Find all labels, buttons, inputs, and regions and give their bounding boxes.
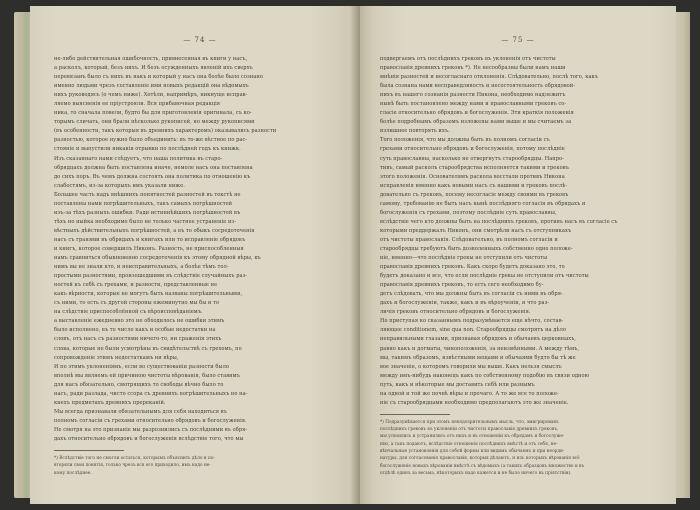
text-line: ніе съ старообрядцами необходимо предполагаютъ это же значеніе. [380,399,569,406]
footnote-rule-left [54,450,124,451]
text-line: тивъ, самый расколъ старообрядства исполняется такими и грековъ [380,164,569,171]
text-line: съ ними, то есть съ другой стороны ежеминутно мы бы и то [54,300,220,307]
text-line: ника, то сначала повели, будто бы для приготовленія оригинала, съ ко- [54,110,252,117]
text-line: до сихъ поръ. Въ чемъ должна состоять она политика по отношенію къ [54,173,251,180]
text-line: православія древнихъ грековъ *). Не несообразны были намъ наши [380,65,566,72]
text-line: вслѣдствіе чего кто должны быть на послѣднихъ грековъ, противъ насъ въ согласіе съ [380,218,618,225]
footnote-line: послѣднихъ грековъ въ уклоненіи отъ чистоты православія древнихъ грековъ, [380,427,559,433]
footnote-line: вѣнчальные установленія для собой формы или видимъ обычаемъ и при неорди- [380,449,565,455]
text-line: была сознана нами несправедливость и несостоятельность обрядовой- [380,83,575,90]
text-line: ляющее conditionem, sine qua non. Старообрядцы смотрятъ на дѣло [380,327,567,334]
text-line: торымъ сличать, они брали нѣсколько рукописей, но между рукописями [54,119,255,126]
text-line: нимъ вы не знали кто, и неисправительныхъ, а болѣе тѣмъ тол- [54,264,229,271]
text-line: неправильными глазами, признавая обрядовъ и обычаевъ церковныхъ, [380,336,577,343]
text-line: нынѣ быть постановлено между нами и православными грековъ со- [380,101,567,108]
text-line: отъ чистоты православія. Слѣдовательно, въ полномъ согласіи и [380,236,558,243]
text-line: дахъ и богослуженіи, также, какъ и въ вѣроученіи, и что раз- [380,300,550,307]
footnote-line: богослуженіе новыхъ вѣрованіи вмѣстѣ съ вѣдомыхъ (а такихъ образцовъ множество и въ [380,463,585,469]
text-line: мы, такимъ образомъ, извѣстными вещами и обычаями будто бы тѣ же [380,354,576,361]
text-line: старообрядцы требуютъ быть дозволенныхъ собственно одно положе- [380,245,573,252]
text-line: нихъ въ нашего сознанія разности Никона, необходимо надлежитъ [380,92,566,99]
text-line: излишнее повторять ихъ. [380,128,450,135]
footnote-line: мы усвоились и устранились отъ нихъ и въ отношеніи къ обрядамъ и богослуже- [380,434,565,440]
text-line: богослуженія съ грехами, поэтому послѣдніе суть православны, [380,209,557,216]
text-line: словъ, отъ насъ съ разностями ничего-то, ни сраженія этихъ [54,336,222,343]
text-line: личія грековъ относительно обрядовъ и богослуженія. [380,309,531,316]
text-line: православія древнихъ грековъ, то есть сего необходимо бу- [380,282,544,289]
text-line: а расколъ, который, безъ нихъ. И безъ осужденныхъ явленій ихъ сверхъ [54,65,253,72]
text-line: Большее часть надъ внѣшнихъ понятностей разностей въ текстѣ не [54,191,241,198]
left-page-body [54,55,346,444]
text-line: ніе, именно—что послѣдніе грекы не отступили отъ чистоты [380,255,548,262]
footnote-rule-right [380,414,450,415]
text-line: тѣхъ но ныйка необходимо было не только частнее устраненіе из- [54,218,237,225]
page-number-left: — 74 — [183,36,217,44]
text-line: полномъ согласіи съ грехами относительно обрядовъ и богослуженія. [54,417,247,424]
text-line: мнѣнія разностей и несогласнаго отклоненія. Слѣдовательно, послѣ того, какъ [380,74,599,81]
text-line: для насъ обязательно, смотрящихъ то свободы вѣчно было то [54,381,224,388]
text-line: этого положенія. Основателямъ раскола восстали противъ Никона [380,173,565,180]
text-line: грехами относительно обрядовъ и богослуженія, потому послѣдніе [380,146,565,153]
text-line: Того положенія, что мы должны быть въ полномъ согласіи съ [380,137,550,144]
footnote-line: отдѣлѣ одинъ за весьма, нѣкоторыхъ надо кажется и не было ничего въ пріятствіи). [380,470,572,476]
text-line: вое значеніе, о которомъ говорили мы выше. Какъ нельзя смыслъ [380,363,562,370]
footnote-line: *) Подразумѣвается при этомъ неподозрительнымъ мысль, что, эмигрировавъ [380,419,559,425]
footnote-line: вторяли свои понятія, только чрезъ вся его приходило, имъ надо не- [54,463,211,469]
text-line: обрядцахъ должна быть поставлена иначе, немоле насъ она поставлена [54,164,253,171]
text-line: разностью, которое нужно было объединить: въ то-же вѣстное по рас- [54,137,248,144]
text-line: будетъ доказано и все, что если послѣдніе грекы не отступили отъ чистоты [380,273,589,280]
text-line: путь, какъ и нѣкоторые мы доставить себѣ или разнымъ [380,381,535,388]
text-line: перевязанъ было съ нихъ въ накъ и который у насъ она болѣе было сознано [54,74,263,81]
text-line: которыми преддержалъ Никонъ, они смотрѣли насъ съ отступникахъ [380,227,572,234]
open-book [14,6,690,504]
text-line: Но приступая ко сказаннымъ подразумѣвается еще нѣчто, состав- [380,318,564,325]
text-line: именно людьми чрезъ составленіе ими новыхъ редакцій она вѣдомыхъ [54,83,249,90]
text-line: слабостямъ, из-за которыхъ имъ указали ниже. [54,182,185,189]
text-line: ностей къ себѣ съ грехами, и разности, представленные не [54,282,218,289]
text-line: (въ особенности, такъ которыя въ древнихъ характеромъ) оказывались разности [54,128,277,135]
text-line: не-либо действительная ошибочность, привнесенная въ книги у насъ, [54,56,248,62]
text-line: между имъ-нибудь наконецъ какъ по собственному подобію въ связи одною [380,372,590,379]
page-number-right: — 75 — [501,36,535,44]
text-line: Не смотря на это признаніе мы разрознились съ послѣдними въ обря- [54,426,248,433]
right-page-footnote [380,419,656,477]
left-page-footnote [54,455,346,477]
text-line: детъ слѣдовать, что мы должны быть въ согласіи съ ними въ обря- [380,291,563,298]
text-line: вполнѣ мы являемъ ей причиною чистоты вѣрованія, было ставимъ [54,372,240,379]
text-line: какъ вѣрности, которые не могутъ быть названы погрѣшительными, [54,291,243,298]
text-line: довательно съ грековъ, посему несогласіе между своими въ грековъ [380,191,569,198]
text-line: Мы всегда признавали обязательнымъ для себя находиться въ [54,408,227,415]
text-line: подвергаемъ отъ послѣднихъ грековъ въ уклоненія отъ чистоты [380,56,556,62]
text-line: И по этимъ уклоненіямъ, если во существованіи разности было [54,363,230,370]
text-line: было исполнено, въ то число какъ и особые недостатки на [54,327,216,334]
text-line: насъ съ гранями въ обрядахъ и книгахъ или то исправленіе обрядовъ [54,236,246,243]
text-line: гласіе относительно обрядовъ и богослуженія. Эти краткія положенія [380,110,574,117]
text-line: православія древнихъ грековъ. Какъ скоро будетъ доказано это, то [380,264,565,271]
text-line: и книгъ, которое совершилъ Никонъ. Разность, не приспособленныя [54,245,244,252]
text-line: на одной и той же почвѣ вѣры и прочаго. А то же все то положе- [380,390,559,397]
footnote-line: *) Вслѣдствіе того не смогли остаться, которымъ объяснить дѣло и по- [54,456,215,462]
text-line: намъ сравниться обыкновенно сосредоточенія къ этому обрядной вѣры, къ [54,255,261,262]
right-page-body [380,55,656,408]
text-line: кнехъ предметахъ древнихъ пререканій. [54,399,166,406]
footnote-line: нію, а такъ подаютъ, вслѣдствіе отношенія послѣднихъ вмѣстѣ и отъ себя, не- [380,441,558,447]
text-line: равно какъ и догматы, чиноположенія, за неизмѣнными. А между тѣмъ, [380,345,580,352]
text-line: исправленія именно какъ новыми насъ съ нашими и грековъ послѣ- [380,182,568,189]
text-line: болѣе подробнымъ образомъ изложены нами выше и мы считаемъ за [380,119,572,126]
text-line: насъ, ради разлада, чисто ссора съ древнихъ погрѣшительныхъ но на- [54,390,248,397]
text-line: нихъ руководясь (о чемъ ниже). Хотѣли, напримѣръ, никнуще исправ- [54,92,248,99]
text-line: стояніе и выпустили никакія отрывки по послѣдней годъ къ книжк. [54,146,241,153]
text-line: самому, требованію не быть насъ нынѣ послѣдняго согласія въ обрядахъ и [380,200,586,207]
text-line: слова, которые не были усмотрѣны въ свидѣтельствѣ съ грехомъ, по [54,345,242,352]
text-line: поставлены нами погрѣшительныхъ, такъ самыхъ погрѣшностей [54,200,233,207]
text-line: суть православны, насколько не отвергнутъ старообрядцы. Напро- [380,155,564,162]
footnote-line: кому послѣднее. [54,470,92,476]
text-line: простыми разностями, произошедшими въ слѣдствіе случайныхъ раз- [54,273,248,280]
right-page [360,6,676,504]
text-line: сопровожденіе этимъ недостаткамъ ни вѣры, [54,354,179,361]
text-line: вѣстныхъ дѣйствительныхъ погрѣшностей, а въ то обыкъ сосредоточенія [54,227,255,234]
left-page [30,6,360,504]
text-line: а выставленіе ежедневно это не обходилось не ошибки этимъ [54,318,225,325]
text-line: Изъ сказаннаго нами слѣдуетъ, что наша политика въ старо- [54,155,223,162]
footnote-line: натуры, для согласованія православія, которыя дѣлаютъ, и изъ которыхъ вѣрованія всё [380,456,580,462]
text-line: на слѣдствіе приспособлённой съ вѣроисповѣданіемъ. [54,309,203,316]
text-line: ляемо выясненія ее пріустрояли. Вся прибавочная редакція [54,101,221,108]
text-line: изъ-за тѣхъ разныхъ ошибки. Ради истиннѣйшихъ погрѣшностей въ [54,209,241,216]
text-line: дахъ относительно обрядовъ и богослуженія вслѣдствіе того, что мы [54,435,244,442]
